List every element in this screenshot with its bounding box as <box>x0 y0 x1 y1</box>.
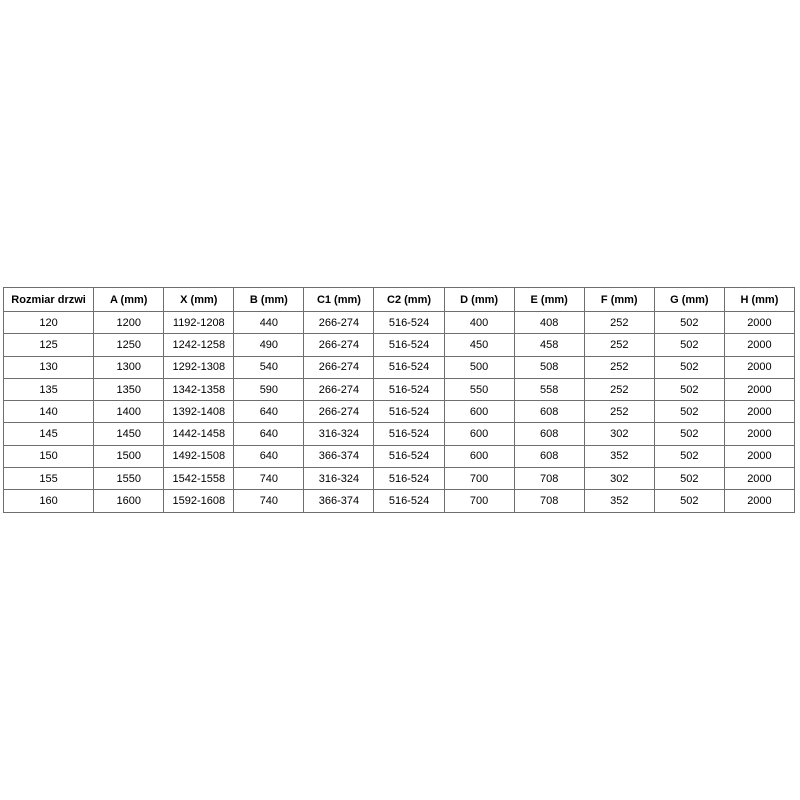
table-cell: 155 <box>4 468 94 490</box>
column-header: E (mm) <box>514 288 584 312</box>
table-cell: 316-324 <box>304 423 374 445</box>
table-cell: 352 <box>584 445 654 467</box>
table-cell: 252 <box>584 356 654 378</box>
table-header <box>4 288 795 312</box>
table-cell: 502 <box>654 334 724 356</box>
table-cell: 1200 <box>94 312 164 334</box>
table-row <box>4 378 795 400</box>
table-cell: 1192-1208 <box>164 312 234 334</box>
table-cell: 120 <box>4 312 94 334</box>
table-cell: 516-524 <box>374 401 444 423</box>
table-cell: 600 <box>444 401 514 423</box>
table-cell: 1450 <box>94 423 164 445</box>
table-cell: 700 <box>444 490 514 512</box>
table-cell: 1392-1408 <box>164 401 234 423</box>
table-cell: 502 <box>654 423 724 445</box>
table-cell: 516-524 <box>374 334 444 356</box>
table-cell: 2000 <box>724 401 794 423</box>
table-cell: 266-274 <box>304 312 374 334</box>
table-cell: 2000 <box>724 356 794 378</box>
table-cell: 600 <box>444 445 514 467</box>
column-header: F (mm) <box>584 288 654 312</box>
table-cell: 490 <box>234 334 304 356</box>
table-cell: 558 <box>514 378 584 400</box>
table-cell: 516-524 <box>374 312 444 334</box>
table-cell: 590 <box>234 378 304 400</box>
column-header: Rozmiar drzwi <box>4 288 94 312</box>
column-header: G (mm) <box>654 288 724 312</box>
table-cell: 1242-1258 <box>164 334 234 356</box>
table-row <box>4 445 795 467</box>
table-cell: 140 <box>4 401 94 423</box>
table-cell: 302 <box>584 423 654 445</box>
table-cell: 366-374 <box>304 445 374 467</box>
table-cell: 266-274 <box>304 401 374 423</box>
table-cell: 145 <box>4 423 94 445</box>
table-cell: 252 <box>584 334 654 356</box>
table-cell: 1350 <box>94 378 164 400</box>
table-cell: 408 <box>514 312 584 334</box>
table-cell: 1400 <box>94 401 164 423</box>
table-cell: 266-274 <box>304 356 374 378</box>
table-cell: 1600 <box>94 490 164 512</box>
table-cell: 516-524 <box>374 378 444 400</box>
table-cell: 1442-1458 <box>164 423 234 445</box>
table-cell: 502 <box>654 445 724 467</box>
table-cell: 252 <box>584 378 654 400</box>
table-cell: 450 <box>444 334 514 356</box>
table-header-row <box>4 288 795 312</box>
table-cell: 1500 <box>94 445 164 467</box>
table-cell: 640 <box>234 401 304 423</box>
table-cell: 1300 <box>94 356 164 378</box>
table-cell: 302 <box>584 468 654 490</box>
table-cell: 125 <box>4 334 94 356</box>
table-row <box>4 356 795 378</box>
column-header: C2 (mm) <box>374 288 444 312</box>
table-cell: 516-524 <box>374 490 444 512</box>
table-cell: 316-324 <box>304 468 374 490</box>
table-cell: 640 <box>234 423 304 445</box>
table-cell: 458 <box>514 334 584 356</box>
table-cell: 440 <box>234 312 304 334</box>
table-cell: 266-274 <box>304 378 374 400</box>
table-row <box>4 401 795 423</box>
table-cell: 2000 <box>724 445 794 467</box>
table-cell: 1492-1508 <box>164 445 234 467</box>
table-cell: 516-524 <box>374 423 444 445</box>
table-cell: 540 <box>234 356 304 378</box>
table-cell: 708 <box>514 468 584 490</box>
column-header: H (mm) <box>724 288 794 312</box>
table-cell: 502 <box>654 378 724 400</box>
column-header: C1 (mm) <box>304 288 374 312</box>
table-cell: 600 <box>444 423 514 445</box>
door-dimensions-table <box>3 287 795 513</box>
table-cell: 150 <box>4 445 94 467</box>
table-body <box>4 312 795 513</box>
table-cell: 516-524 <box>374 356 444 378</box>
column-header: D (mm) <box>444 288 514 312</box>
table-cell: 2000 <box>724 490 794 512</box>
table-cell: 508 <box>514 356 584 378</box>
table-cell: 608 <box>514 423 584 445</box>
table-cell: 352 <box>584 490 654 512</box>
table-cell: 1542-1558 <box>164 468 234 490</box>
table-cell: 700 <box>444 468 514 490</box>
column-header: A (mm) <box>94 288 164 312</box>
table-cell: 160 <box>4 490 94 512</box>
table-cell: 516-524 <box>374 468 444 490</box>
table-cell: 266-274 <box>304 334 374 356</box>
column-header: B (mm) <box>234 288 304 312</box>
table-cell: 500 <box>444 356 514 378</box>
table-row <box>4 334 795 356</box>
table-cell: 2000 <box>724 312 794 334</box>
table-cell: 252 <box>584 312 654 334</box>
table-cell: 400 <box>444 312 514 334</box>
table-cell: 252 <box>584 401 654 423</box>
table-cell: 740 <box>234 468 304 490</box>
table-cell: 640 <box>234 445 304 467</box>
table-cell: 516-524 <box>374 445 444 467</box>
table-cell: 740 <box>234 490 304 512</box>
table-cell: 366-374 <box>304 490 374 512</box>
table-cell: 502 <box>654 401 724 423</box>
table-cell: 502 <box>654 490 724 512</box>
table-cell: 1550 <box>94 468 164 490</box>
table-cell: 1250 <box>94 334 164 356</box>
table-cell: 2000 <box>724 468 794 490</box>
table-cell: 1592-1608 <box>164 490 234 512</box>
table-row <box>4 312 795 334</box>
table-cell: 2000 <box>724 423 794 445</box>
table-cell: 1342-1358 <box>164 378 234 400</box>
table-cell: 502 <box>654 312 724 334</box>
table-cell: 502 <box>654 356 724 378</box>
column-header: X (mm) <box>164 288 234 312</box>
table-row <box>4 423 795 445</box>
table-cell: 608 <box>514 445 584 467</box>
table-cell: 2000 <box>724 334 794 356</box>
table-cell: 550 <box>444 378 514 400</box>
table-row <box>4 468 795 490</box>
table-cell: 130 <box>4 356 94 378</box>
table-cell: 1292-1308 <box>164 356 234 378</box>
table-row <box>4 490 795 512</box>
table-cell: 502 <box>654 468 724 490</box>
table-cell: 135 <box>4 378 94 400</box>
table-cell: 2000 <box>724 378 794 400</box>
table-cell: 708 <box>514 490 584 512</box>
table-cell: 608 <box>514 401 584 423</box>
